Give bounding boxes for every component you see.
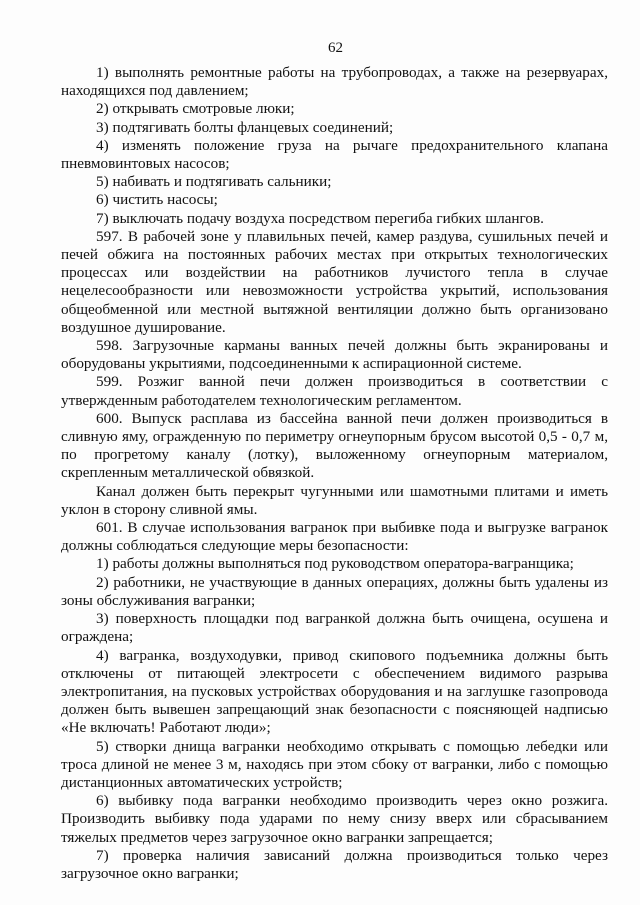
list-item: 5) створки днища вагранки необходимо открывать с помощью лебедки или троса длиной не менее 3 м, находясь при этом сбоку от вагранки, либо с помощью дистанционных автоматических устройств;	[61, 737, 608, 791]
section-598: 598. Загрузочные карманы ванных печей должны быть экранированы и оборудованы укрытиями, подсоединенными к аспирационной системе.	[61, 337, 608, 373]
list-item: 7) проверка наличия зависаний должна производиться только через загрузочное окно вагранки;	[61, 846, 608, 882]
list-item: 5) набивать и подтягивать сальники;	[96, 173, 332, 191]
section-599: 599. Розжиг ванной печи должен производиться в соответствии с утвержденным работодателем технологическим регламентом.	[61, 373, 608, 409]
list-item: 2) работники, не участвующие в данных операциях, должны быть удалены из зоны обслуживания вагранки;	[61, 573, 608, 609]
list-item: 3) поверхность площадки под вагранкой должна быть очищена, осушена и ограждена;	[61, 610, 608, 646]
section-600-continued: Канал должен быть перекрыт чугунными или шамотными плитами и иметь уклон в сторону сливной ямы.	[61, 482, 608, 518]
list-item: 2) открывать смотровые люки;	[96, 100, 295, 118]
section-600: 600. Выпуск расплава из бассейна ванной печи должен производиться в сливную яму, огражденную по периметру огнеупорным брусом высотой 0,5 - 0,7 м, по прогретому каналу (лотку), выложенному огнеупорным материалом, скрепленным металлической обвязкой.	[61, 409, 608, 482]
list-item: 1) выполнять ремонтные работы на трубопроводах, а также на резервуарах, находящихся под давлением;	[61, 64, 608, 100]
list-item: 6) чистить насосы;	[96, 191, 218, 209]
document-body	[61, 64, 608, 883]
section-597: 597. В рабочей зоне у плавильных печей, камер раздува, сушильных печей и печей обжига на постоянных рабочих местах при открытых технологических процессах или воздействии на работников лучистого тепла в случае нецелесообразности или невозможности устройства укрытий, использования общеобменной или местной вытяжной вентиляции должно быть организовано воздушное душирование.	[61, 227, 608, 336]
section-601: 601. В случае использования вагранок при выбивке пода и выгрузке вагранок должны соблюдаться следующие меры безопасности:	[61, 519, 608, 555]
list-item: 4) вагранка, воздуходувки, привод скипового подъемника должны быть отключены от питающей электросети с обеспечением видимого разрыва электропитания, на пусковых устройствах оборудования и на заглушке газопровода должен быть вывешен запрещающий знак безопасности с поясняющей надписью «Не включать! Работают люди»;	[61, 646, 608, 737]
list-item: 3) подтягивать болты фланцевых соединений;	[96, 118, 394, 136]
list-item: 4) изменять положение груза на рычаге предохранительного клапана пневмовинтовых насосов;	[61, 136, 608, 173]
page-number: 62	[328, 40, 343, 56]
list-item: 1) работы должны выполняться под руководством оператора-вагранщика;	[96, 555, 574, 573]
list-item: 6) выбивку пода вагранки необходимо производить через окно розжига. Производить выбивку пода ударами по нему снизу вверх или сбрасыванием тяжелых предметов через загрузочное окно вагранки запрещается;	[61, 792, 608, 846]
list-item: 7) выключать подачу воздуха посредством перегиба гибких шлангов.	[96, 209, 544, 227]
